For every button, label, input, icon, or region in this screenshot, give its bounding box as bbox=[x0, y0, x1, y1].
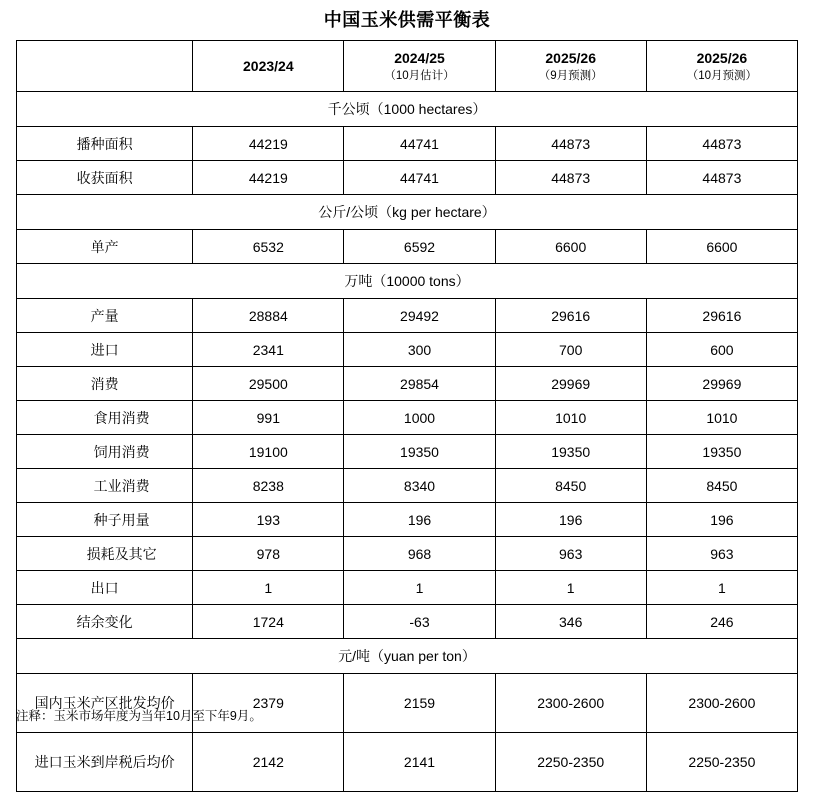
row-value: 978 bbox=[193, 537, 344, 571]
row-value: 6592 bbox=[344, 230, 495, 264]
table-row bbox=[17, 401, 798, 435]
header-cell-2025-26-oct bbox=[646, 41, 797, 92]
row-label: 国内玉米产区批发均价 bbox=[17, 674, 193, 733]
header-row bbox=[17, 41, 798, 92]
row-value: 19100 bbox=[193, 435, 344, 469]
row-label: 进口 bbox=[17, 333, 193, 367]
table-row bbox=[17, 367, 798, 401]
unit-row bbox=[17, 92, 798, 127]
unit-row bbox=[17, 195, 798, 230]
row-value: 1010 bbox=[495, 401, 646, 435]
row-label: 结余变化 bbox=[17, 605, 193, 639]
table-row bbox=[17, 503, 798, 537]
table-row bbox=[17, 161, 798, 195]
row-value: 2141 bbox=[344, 733, 495, 792]
row-value: 44873 bbox=[495, 161, 646, 195]
unit-label: 公斤/公顷（kg per hectare） bbox=[17, 195, 798, 230]
row-value: 1724 bbox=[193, 605, 344, 639]
header-sub: （10月预测） bbox=[686, 69, 758, 82]
row-value: 1000 bbox=[344, 401, 495, 435]
row-value: 19350 bbox=[646, 435, 797, 469]
row-value: 196 bbox=[344, 503, 495, 537]
row-value: 8450 bbox=[495, 469, 646, 503]
header-sub: （9月预测） bbox=[538, 69, 603, 82]
table-row bbox=[17, 537, 798, 571]
unit-label: 万吨（10000 tons） bbox=[17, 264, 798, 299]
row-value: 29616 bbox=[646, 299, 797, 333]
header-cell-2024-25 bbox=[344, 41, 495, 92]
unit-row bbox=[17, 639, 798, 674]
row-value: 1010 bbox=[646, 401, 797, 435]
row-value: 2379 bbox=[193, 674, 344, 733]
row-value: 8238 bbox=[193, 469, 344, 503]
row-value: 193 bbox=[193, 503, 344, 537]
row-value: 6600 bbox=[646, 230, 797, 264]
row-value: 8340 bbox=[344, 469, 495, 503]
table-note: 注释：玉米市场年度为当年10月至下年9月。 bbox=[16, 709, 262, 723]
header-main: 2023/24 bbox=[243, 57, 294, 74]
row-value: 991 bbox=[193, 401, 344, 435]
header-main: 2025/26 bbox=[696, 49, 748, 66]
table-row bbox=[17, 333, 798, 367]
row-label: 播种面积 bbox=[17, 127, 193, 161]
supply-demand-table bbox=[16, 40, 798, 792]
header-sub: （10月估计） bbox=[384, 69, 455, 82]
table-row bbox=[17, 605, 798, 639]
row-label: 工业消费 bbox=[17, 469, 193, 503]
unit-label: 千公顷（1000 hectares） bbox=[17, 92, 798, 127]
row-value: 8450 bbox=[646, 469, 797, 503]
row-value: 963 bbox=[495, 537, 646, 571]
row-value: 196 bbox=[495, 503, 646, 537]
row-value: 963 bbox=[646, 537, 797, 571]
table-row bbox=[17, 469, 798, 503]
header-cell-2025-26-sep bbox=[495, 41, 646, 92]
row-value: 29854 bbox=[344, 367, 495, 401]
row-value: 600 bbox=[646, 333, 797, 367]
row-label: 消费 bbox=[17, 367, 193, 401]
table-row bbox=[17, 299, 798, 333]
table-row bbox=[17, 230, 798, 264]
table-body bbox=[17, 92, 798, 792]
row-value: 44219 bbox=[193, 127, 344, 161]
row-label: 单产 bbox=[17, 230, 193, 264]
unit-row bbox=[17, 264, 798, 299]
row-label: 进口玉米到岸税后均价 bbox=[17, 733, 193, 792]
row-value: 2300-2600 bbox=[646, 674, 797, 733]
row-value: 1 bbox=[646, 571, 797, 605]
row-value: 700 bbox=[495, 333, 646, 367]
row-value: 2250-2350 bbox=[646, 733, 797, 792]
row-value: 2300-2600 bbox=[495, 674, 646, 733]
row-value: 2142 bbox=[193, 733, 344, 792]
row-value: 44219 bbox=[193, 161, 344, 195]
row-value: 29500 bbox=[193, 367, 344, 401]
row-label: 食用消费 bbox=[17, 401, 193, 435]
row-value: 2341 bbox=[193, 333, 344, 367]
row-value: 29492 bbox=[344, 299, 495, 333]
row-value: 29969 bbox=[646, 367, 797, 401]
row-value: 1 bbox=[495, 571, 646, 605]
table-row bbox=[17, 571, 798, 605]
row-value: 44741 bbox=[344, 127, 495, 161]
header-main: 2024/25 bbox=[394, 49, 445, 66]
row-label: 种子用量 bbox=[17, 503, 193, 537]
table-row bbox=[17, 127, 798, 161]
row-value: 6600 bbox=[495, 230, 646, 264]
table-header bbox=[17, 41, 798, 92]
row-value: 300 bbox=[344, 333, 495, 367]
header-cell-2023-24 bbox=[193, 41, 344, 92]
row-value: 44873 bbox=[495, 127, 646, 161]
row-label: 损耗及其它 bbox=[17, 537, 193, 571]
row-value: -63 bbox=[344, 605, 495, 639]
row-value: 44873 bbox=[646, 127, 797, 161]
document-page bbox=[0, 6, 814, 770]
row-value: 1 bbox=[193, 571, 344, 605]
row-value: 44741 bbox=[344, 161, 495, 195]
row-value: 246 bbox=[646, 605, 797, 639]
row-label: 收获面积 bbox=[17, 161, 193, 195]
unit-label: 元/吨（yuan per ton） bbox=[17, 639, 798, 674]
row-value: 19350 bbox=[495, 435, 646, 469]
row-label: 出口 bbox=[17, 571, 193, 605]
header-main: 2025/26 bbox=[545, 49, 596, 66]
header-cell-blank bbox=[17, 41, 193, 92]
row-value: 29969 bbox=[495, 367, 646, 401]
row-value: 29616 bbox=[495, 299, 646, 333]
row-value: 6532 bbox=[193, 230, 344, 264]
row-value: 968 bbox=[344, 537, 495, 571]
page-title: 中国玉米供需平衡表 bbox=[323, 10, 491, 30]
row-value: 19350 bbox=[344, 435, 495, 469]
row-value: 196 bbox=[646, 503, 797, 537]
row-value: 2159 bbox=[344, 674, 495, 733]
row-value: 28884 bbox=[193, 299, 344, 333]
table-row bbox=[17, 733, 798, 792]
table-row bbox=[17, 435, 798, 469]
row-label: 饲用消费 bbox=[17, 435, 193, 469]
row-value: 44873 bbox=[646, 161, 797, 195]
row-value: 2250-2350 bbox=[495, 733, 646, 792]
row-value: 1 bbox=[344, 571, 495, 605]
row-value: 346 bbox=[495, 605, 646, 639]
row-label: 产量 bbox=[17, 299, 193, 333]
